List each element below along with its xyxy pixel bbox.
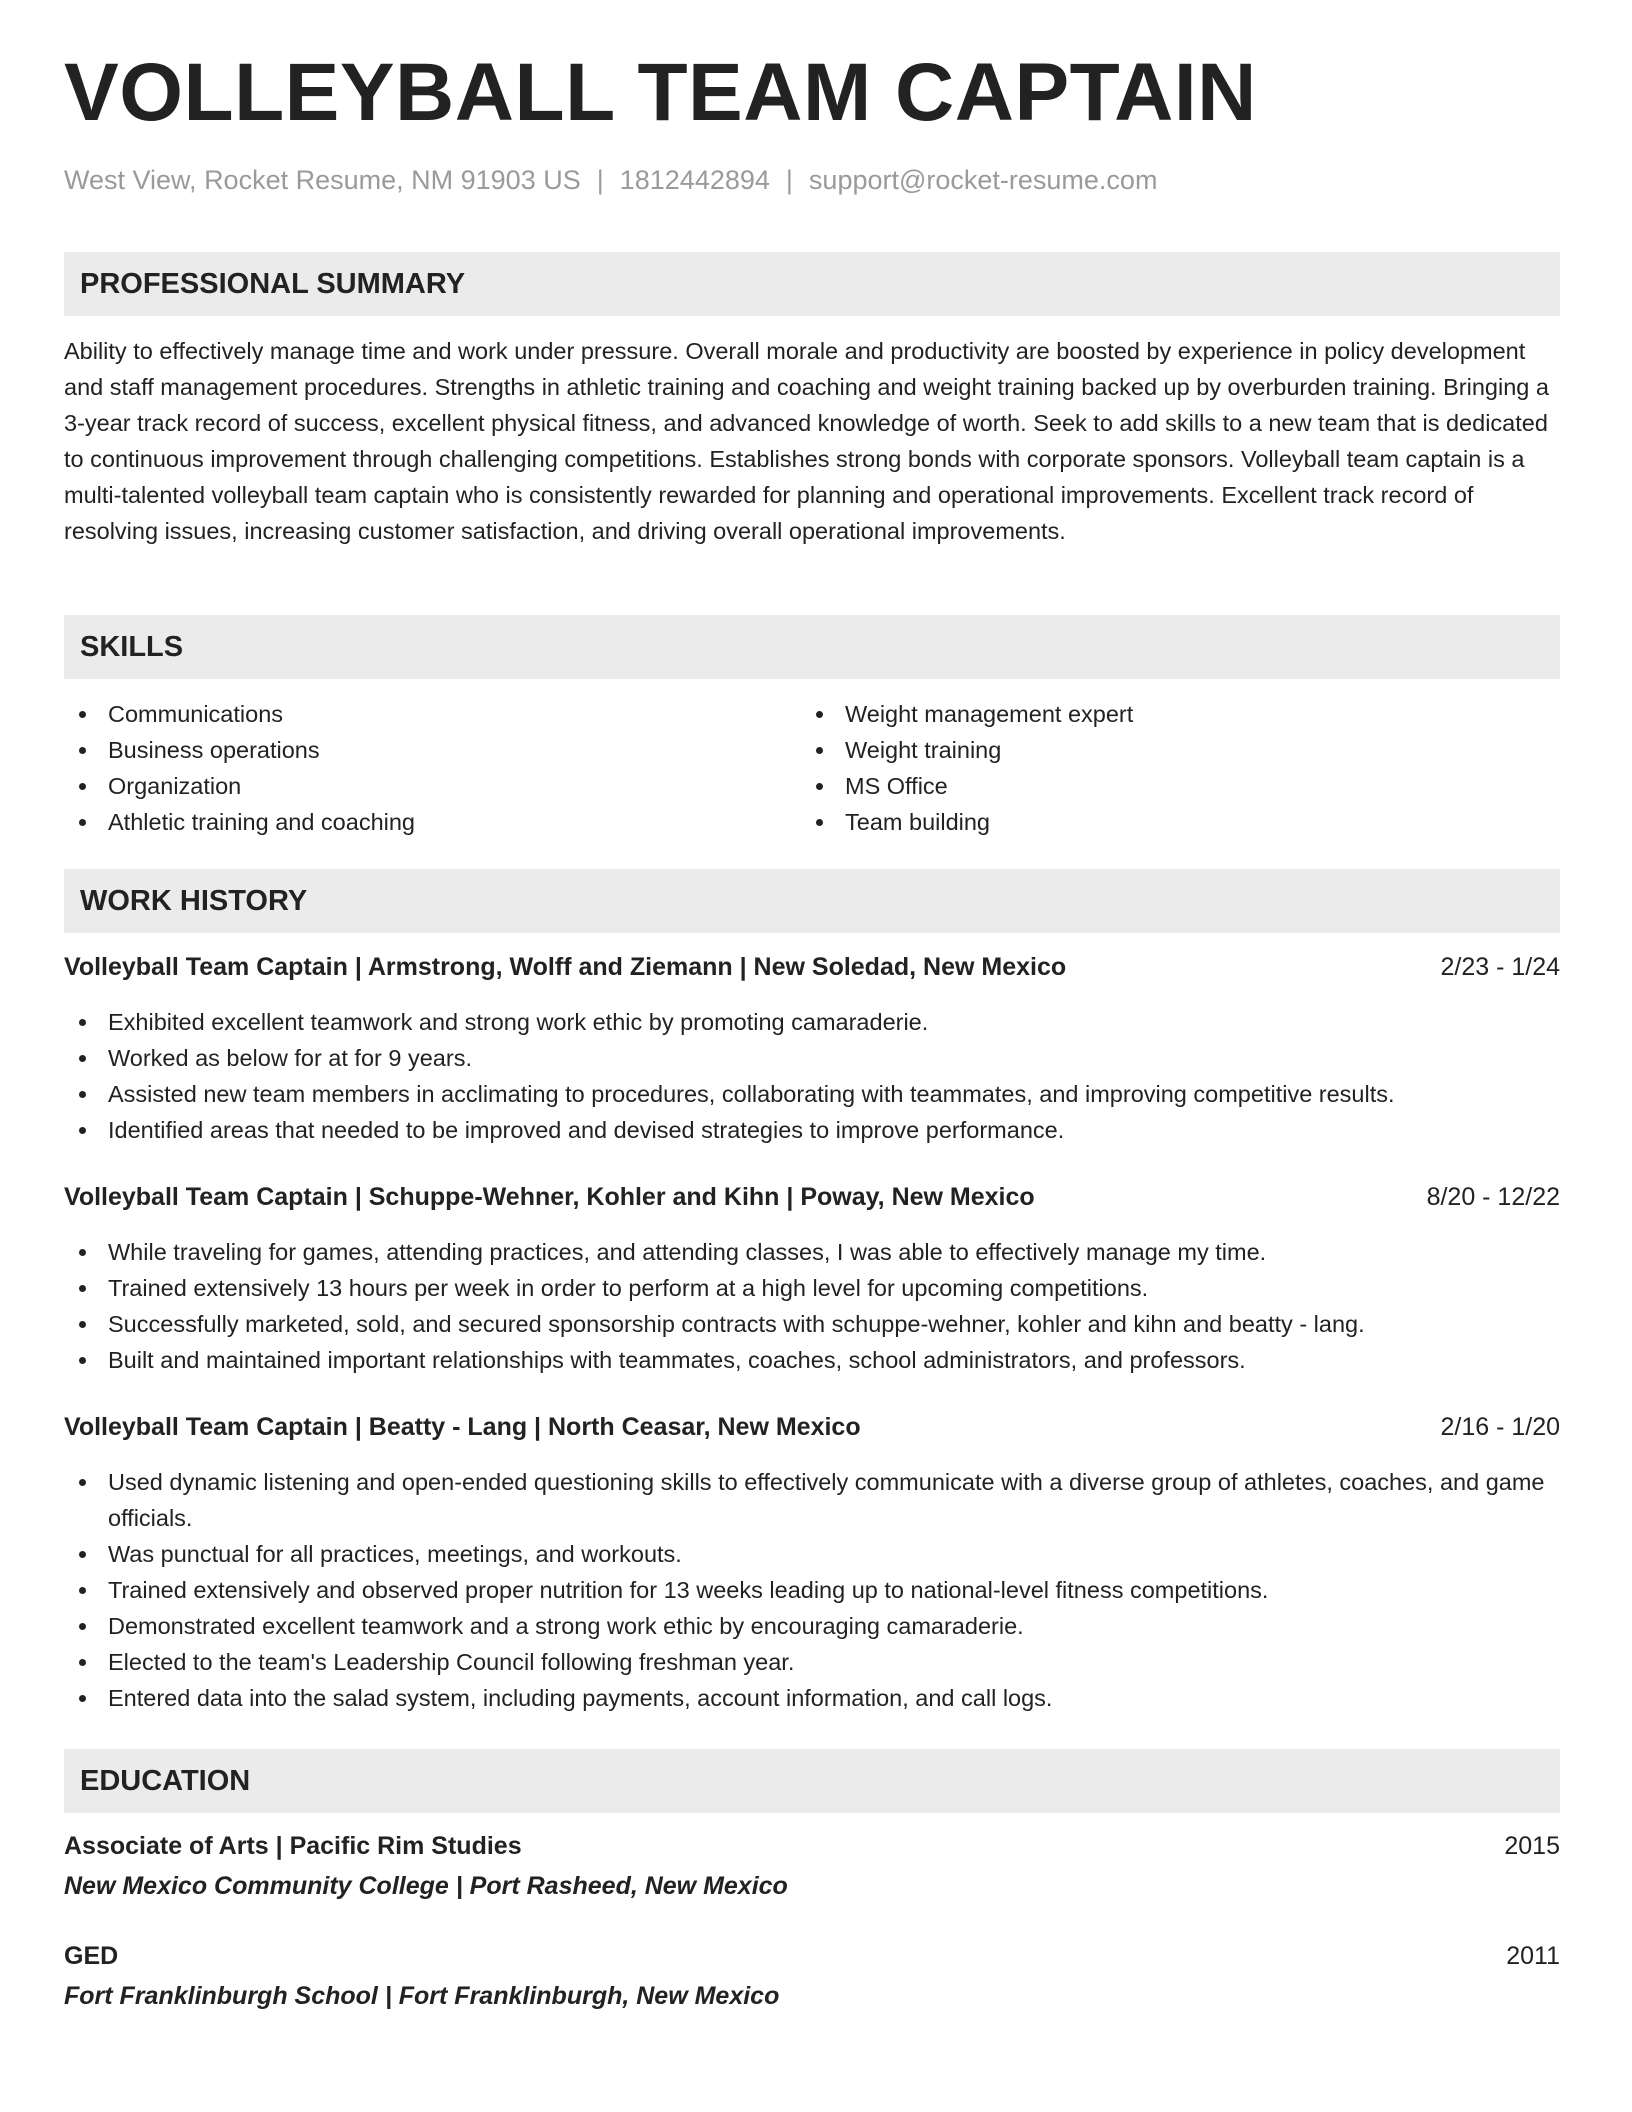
skill-item: Organization [64,768,415,804]
job-bullets [64,1004,1560,1148]
job-dates: 2/23 - 1/24 [1440,953,1560,981]
section-header-education: EDUCATION [64,1749,1560,1813]
job-bullet: Trained extensively 13 hours per week in order to perform at a high level for upcoming competitions. [64,1270,1560,1306]
job-bullet: Used dynamic listening and open-ended questioning skills to effectively communicate with a diverse group of athletes, coaches, and game officials. [64,1464,1560,1536]
skill-item: Athletic training and coaching [64,804,415,840]
contact-email: support@rocket-resume.com [808,165,1158,195]
contact-separator: | [785,165,793,195]
job-bullet: Exhibited excellent teamwork and strong work ethic by promoting camaraderie. [64,1004,1560,1040]
skill-item: Weight training [801,732,1133,768]
contact-line [64,165,1157,196]
education-school: New Mexico Community College | Port Rasheed, New Mexico [64,1872,788,1900]
job-bullets [64,1234,1560,1378]
skills-list-left [64,696,415,840]
skill-item: MS Office [801,768,1133,804]
job-bullets [64,1464,1560,1716]
skill-item: Business operations [64,732,415,768]
job-title: Volleyball Team Captain | Schuppe-Wehner, Kohler and Kihn | Poway, New Mexico [64,1183,1035,1211]
job-bullet: Successfully marketed, sold, and secured sponsorship contracts with schuppe-wehner, kohler and kihn and beatty - lang. [64,1306,1560,1342]
job-bullet: Demonstrated excellent teamwork and a strong work ethic by encouraging camaraderie. [64,1608,1560,1644]
section-header-skills: SKILLS [64,615,1560,679]
skill-item: Weight management expert [801,696,1133,732]
education-degree: GED [64,1942,119,1970]
education-year: 2011 [1506,1942,1560,1970]
job-bullet: Was punctual for all practices, meetings, and workouts. [64,1536,1560,1572]
skill-item: Communications [64,696,415,732]
job-bullet: Worked as below for at for 9 years. [64,1040,1560,1076]
job-dates: 8/20 - 12/22 [1426,1183,1560,1211]
contact-phone: 1812442894 [619,165,770,195]
job-bullet: Identified areas that needed to be improved and devised strategies to improve performance. [64,1112,1560,1148]
skill-item: Team building [801,804,1133,840]
job-bullet: Elected to the team's Leadership Council following freshman year. [64,1644,1560,1680]
education-year: 2015 [1504,1832,1560,1860]
job-bullet: Trained extensively and observed proper nutrition for 13 weeks leading up to national-level fitness competitions. [64,1572,1560,1608]
job-title: Volleyball Team Captain | Beatty - Lang | North Ceasar, New Mexico [64,1413,861,1441]
section-header-summary: PROFESSIONAL SUMMARY [64,252,1560,316]
contact-separator: | [596,165,604,195]
job-bullet: Entered data into the salad system, including payments, account information, and call logs. [64,1680,1560,1716]
section-header-work-history: WORK HISTORY [64,869,1560,933]
skills-list-right [801,696,1133,840]
contact-address: West View, Rocket Resume, NM 91903 US [64,165,581,195]
job-bullet: Built and maintained important relationships with teammates, coaches, school administrators, and professors. [64,1342,1560,1378]
education-school: Fort Franklinburgh School | Fort Franklinburgh, New Mexico [64,1982,780,2010]
summary-text: Ability to effectively manage time and work under pressure. Overall morale and productivity are boosted by experience in policy development and staff management procedures. Strengths in athletic training and coaching and weight training backed up by overburden training. Bringing a 3-year track record of success, excellent physical fitness, and advanced knowledge of worth. Seek to add skills to a new team that is dedicated to continuous improvement through challenging competitions. Establishes strong bonds with corporate sponsors. Volleyball team captain is a multi-talented volleyball team captain who is consistently rewarded for planning and operational improvements. Excellent track record of resolving issues, increasing customer satisfaction, and driving overall operational improvements. [64,338,1549,544]
resume-name: VOLLEYBALL TEAM CAPTAIN [64,47,1257,138]
education-degree: Associate of Arts | Pacific Rim Studies [64,1832,522,1860]
job-bullet: Assisted new team members in acclimating to procedures, collaborating with teammates, and improving competitive results. [64,1076,1560,1112]
job-bullet: While traveling for games, attending practices, and attending classes, I was able to effectively manage my time. [64,1234,1560,1270]
job-title: Volleyball Team Captain | Armstrong, Wolff and Ziemann | New Soledad, New Mexico [64,953,1067,981]
job-dates: 2/16 - 1/20 [1440,1413,1560,1441]
